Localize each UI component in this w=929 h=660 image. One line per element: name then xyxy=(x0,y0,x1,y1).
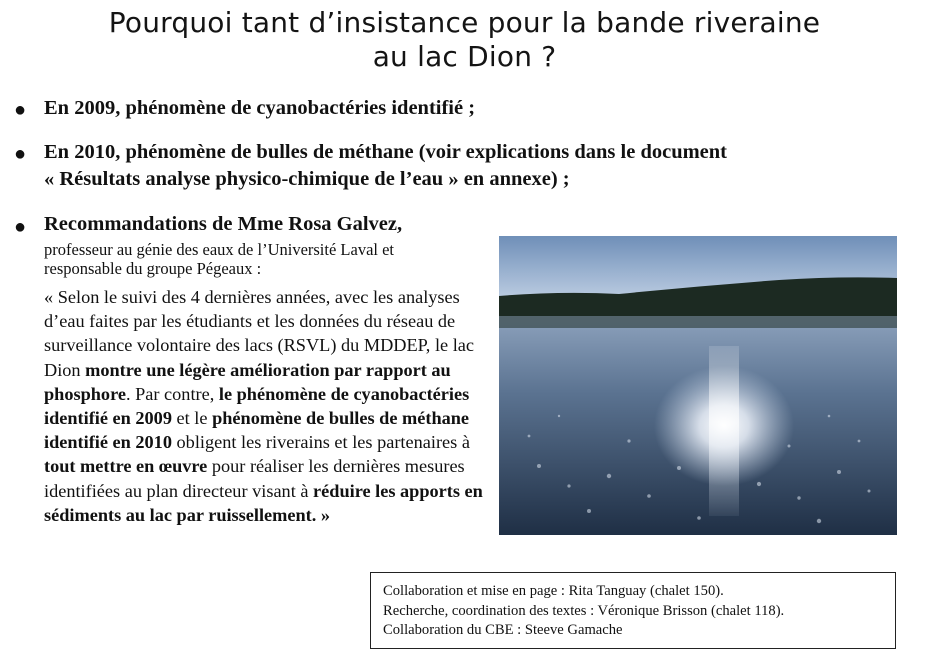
quote-emphasis: montre une légère amélioration par rapport au phosphore xyxy=(44,359,451,404)
intro-line-1: professeur au génie des eaux de l’Université Laval et xyxy=(44,240,395,259)
page-title xyxy=(0,6,929,74)
quote-text: pour réaliser les dernières mesures identifiées au plan directeur visant à xyxy=(44,456,465,501)
bullet-3-heading: Recommandations de Mme Rosa Galvez, xyxy=(44,213,403,235)
quote-emphasis: tout mettre en œuvre xyxy=(44,456,208,477)
recommendation-quote xyxy=(44,285,494,527)
recommendation-intro xyxy=(44,240,464,278)
title-line-1: Pourquoi tant d’insistance pour la bande riveraine xyxy=(108,6,821,39)
title-line-2: au lac Dion ? xyxy=(372,40,557,73)
credits-line-1: Collaboration et mise en page : Rita Tanguay (chalet 150). xyxy=(383,583,724,599)
credits-line-3: Collaboration du CBE : Steeve Gamache xyxy=(383,622,623,638)
intro-line-2: responsable du groupe Pégeaux : xyxy=(44,259,262,278)
credits-line-2: Recherche, coordination des textes : Véronique Brisson (chalet 118). xyxy=(383,602,785,619)
bullet-2-line-1: En 2010, phénomène de bulles de méthane (voir explications dans le document xyxy=(44,141,727,163)
quote-emphasis: phénomène de bulles de méthane identifié en 2010 xyxy=(44,408,470,453)
lake-photo xyxy=(499,236,897,535)
quote-text: obligent les riverains et les partenaires à xyxy=(171,432,470,453)
bullet-dot: ● xyxy=(14,216,27,238)
quote-text: et le xyxy=(171,408,213,429)
bullet-1-text: En 2009, phénomène de cyanobactéries identifié ; xyxy=(44,97,476,119)
credits-box xyxy=(370,572,896,649)
quote-text: . Par contre, xyxy=(125,383,219,404)
quote-text: « Selon le suivi des 4 dernières années, avec les analyses d’eau faites par les étudiants et les données du réseau de surveillance volontaire des lacs (RSVL) du MDDEP, le lac Dion xyxy=(44,287,475,380)
quote-emphasis: réduire les apports en sédiments au lac par ruissellement. » xyxy=(44,480,483,525)
bullet-dot: ● xyxy=(14,99,27,121)
bullet-dot: ● xyxy=(14,143,27,165)
bullet-2-line-2: « Résultats analyse physico-chimique de l’eau » en annexe) ; xyxy=(44,168,570,190)
bullet-2-text xyxy=(44,139,727,193)
quote-emphasis: le phénomène de cyanobactéries identifié en 2009 xyxy=(44,383,470,429)
